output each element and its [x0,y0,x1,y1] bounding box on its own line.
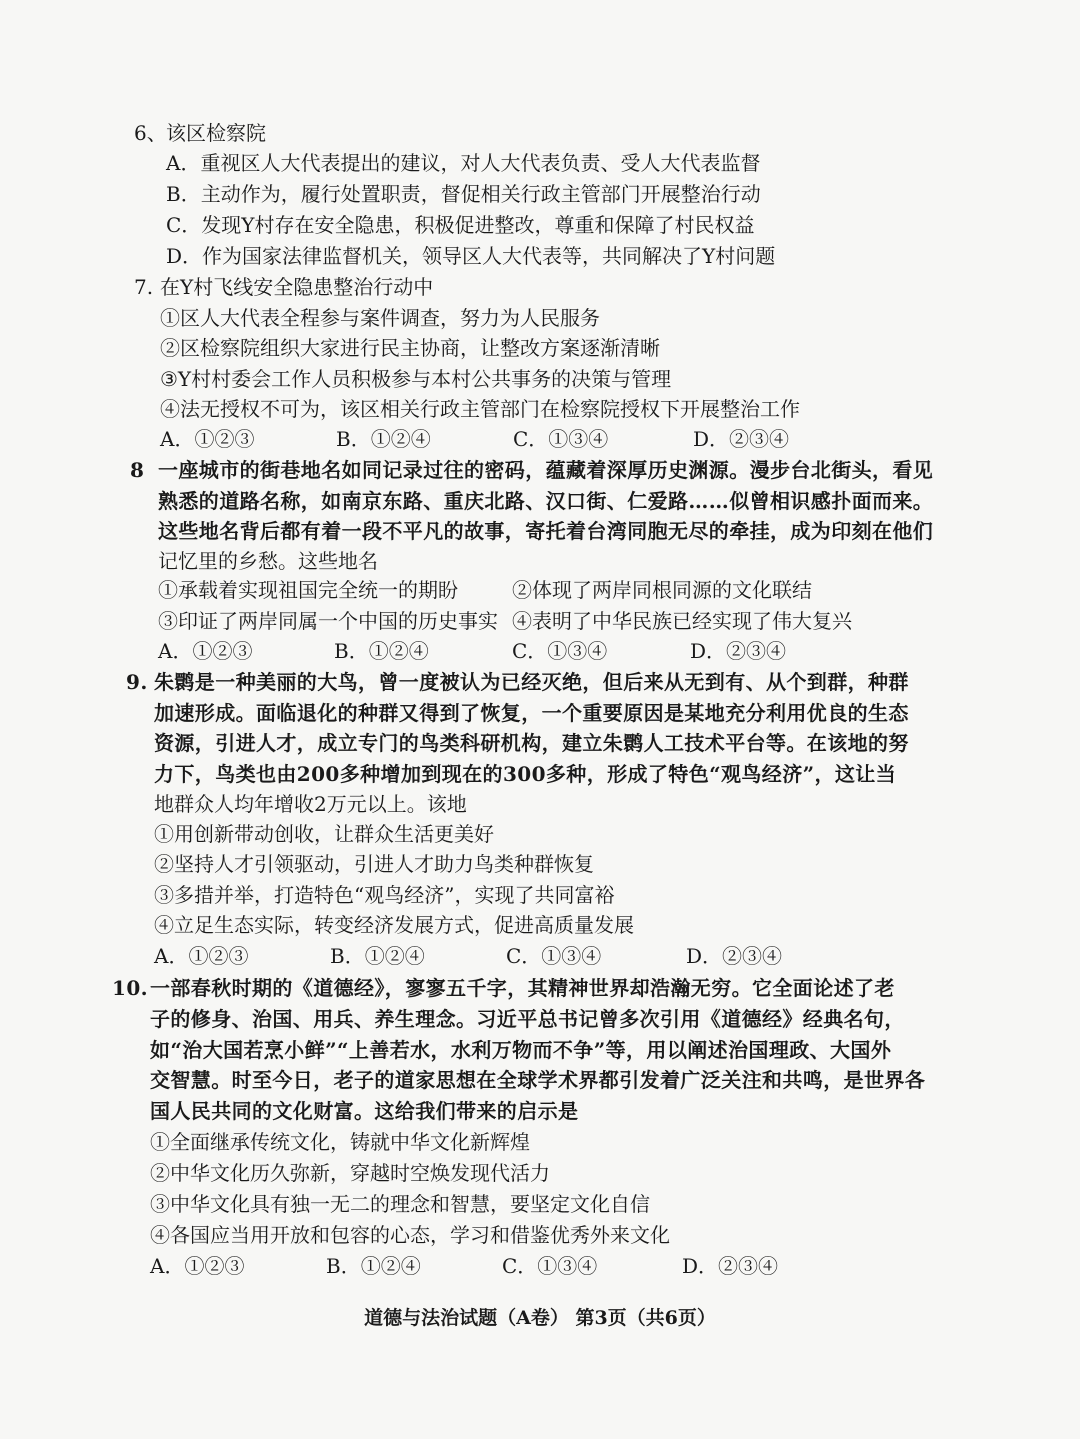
choice-d: D．②③④ [686,944,783,968]
choice-d: D．②③④ [682,1254,779,1278]
question-stem-line: 子的修身、治国、用兵、养生理念。习近平总书记曾多次引用《道德经》经典名句， [150,1007,905,1031]
question-stem: 在Y村飞线安全隐患整治行动中 [160,275,434,299]
choice-a: A．①②③ [160,427,255,451]
statement-1: ①全面继承传统文化，铸就中华文化新辉煌 [150,1130,530,1154]
question-number: 6、 [134,121,167,145]
question-stem-line: 地群众人均年增收2万元以上。该地 [154,792,467,816]
question-stem-line: 资源，引进人才，成立专门的鸟类科研机构，建立朱鹮人工技术平台等。在该地的努 [154,731,909,755]
question-stem-line: 一部春秋时期的《道德经》，寥寥五千字，其精神世界却浩瀚无穷。它全面论述了老 [150,976,895,1000]
question-stem-line: 如“治大国若烹小鲜”“上善若水，水利万物而不争”等，用以阐述治国理政、大国外 [150,1038,892,1062]
question-stem-line: 这些地名背后都有着一段不平凡的故事，寄托着台湾同胞无尽的牵挂，成为印刻在他们 [158,519,934,543]
question-stem-line: 加速形成。面临退化的种群又得到了恢复，一个重要原因是某地充分利用优良的生态 [154,701,909,725]
choice-c: C．①③④ [512,639,608,663]
question-stem-line: 一座城市的街巷地名如同记录过往的密码，蕴藏着深厚历史渊源。漫步台北街头，看见 [158,458,934,482]
page-footer: 道德与法治试题（A卷） 第3页（共6页） [364,1307,716,1329]
statement-3: ③中华文化具有独一无二的理念和智慧，要坚定文化自信 [150,1192,650,1216]
statement-3: ③Y村村委会工作人员积极参与本村公共事务的决策与管理 [160,367,672,391]
choice-a: A．①②③ [150,1254,245,1278]
option-d: D．作为国家法律监督机关，领导区人大代表等，共同解决了Y村问题 [166,244,776,268]
choice-b: B．①②④ [326,1254,421,1278]
question-number: 8 [130,458,145,482]
choice-b: B．①②④ [334,639,429,663]
choice-a: A．①②③ [154,944,249,968]
question-number: 7. [134,275,154,299]
statement-4: ④各国应当用开放和包容的心态，学习和借鉴优秀外来文化 [150,1223,670,1247]
option-c: C．发现Y村存在安全隐患，积极促进整改，尊重和保障了村民权益 [166,213,755,237]
statement-3: ③印证了两岸同属一个中国的历史事实 [158,609,498,633]
statement-4: ④立足生态实际，转变经济发展方式，促进高质量发展 [154,913,634,937]
choice-a: A．①②③ [158,639,253,663]
question-stem-line: 国人民共同的文化财富。这给我们带来的启示是 [150,1099,579,1123]
option-a: A．重视区人大代表提出的建议，对人大代表负责、受人大代表监督 [166,151,761,175]
statement-2: ②体现了两岸同根同源的文化联结 [512,578,812,602]
question-stem-line: 熟悉的道路名称，如南京东路、重庆北路、汉口街、仁爱路……似曾相识感扑面而来。 [158,489,934,513]
choice-d: D．②③④ [690,639,787,663]
choice-d: D．②③④ [693,427,790,451]
statement-1: ①用创新带动创收，让群众生活更美好 [154,822,494,846]
answer-choices [0,1251,1080,1281]
option-b: B．主动作为，履行处置职责，督促相关行政主管部门开展整治行动 [166,182,761,206]
question-stem-line: 朱鹮是一种美丽的大鸟，曾一度被认为已经灭绝，但后来从无到有、从个到群，种群 [154,670,909,694]
question-stem-line: 交智慧。时至今日，老子的道家思想在全球学术界都引发着广泛关注和共鸣，是世界各 [150,1068,926,1092]
statement-2: ②中华文化历久弥新，穿越时空焕发现代活力 [150,1161,550,1185]
choice-c: C．①③④ [502,1254,598,1278]
statement-2: ②坚持人才引领驱动，引进人才助力鸟类种群恢复 [154,852,594,876]
question-stem-line: 记忆里的乡愁。这些地名 [158,549,378,573]
answer-choices [0,941,1080,971]
statement-3: ③多措并举，打造特色“观鸟经济”，实现了共同富裕 [154,883,615,907]
statement-4: ④法无授权不可为，该区相关行政主管部门在检察院授权下开展整治工作 [160,397,800,421]
statement-1: ①承载着实现祖国完全统一的期盼 [158,578,458,602]
question-stem-line: 力下，鸟类也由200多种增加到现在的300多种，形成了特色“观鸟经济”，这让当 [154,762,897,786]
statement-1: ①区人大代表全程参与案件调查，努力为人民服务 [160,306,600,330]
choice-c: C．①③④ [506,944,602,968]
choice-c: C．①③④ [513,427,609,451]
question-stem: 该区检察院 [166,121,266,145]
question-number: 9. [126,670,148,694]
choice-b: B．①②④ [336,427,431,451]
question-number: 10. [112,976,148,1000]
choice-b: B．①②④ [330,944,425,968]
statement-2: ②区检察院组织大家进行民主协商，让整改方案逐渐清晰 [160,336,660,360]
answer-choices [0,424,1080,454]
answer-choices [0,636,1080,666]
statement-4: ④表明了中华民族已经实现了伟大复兴 [512,609,852,633]
